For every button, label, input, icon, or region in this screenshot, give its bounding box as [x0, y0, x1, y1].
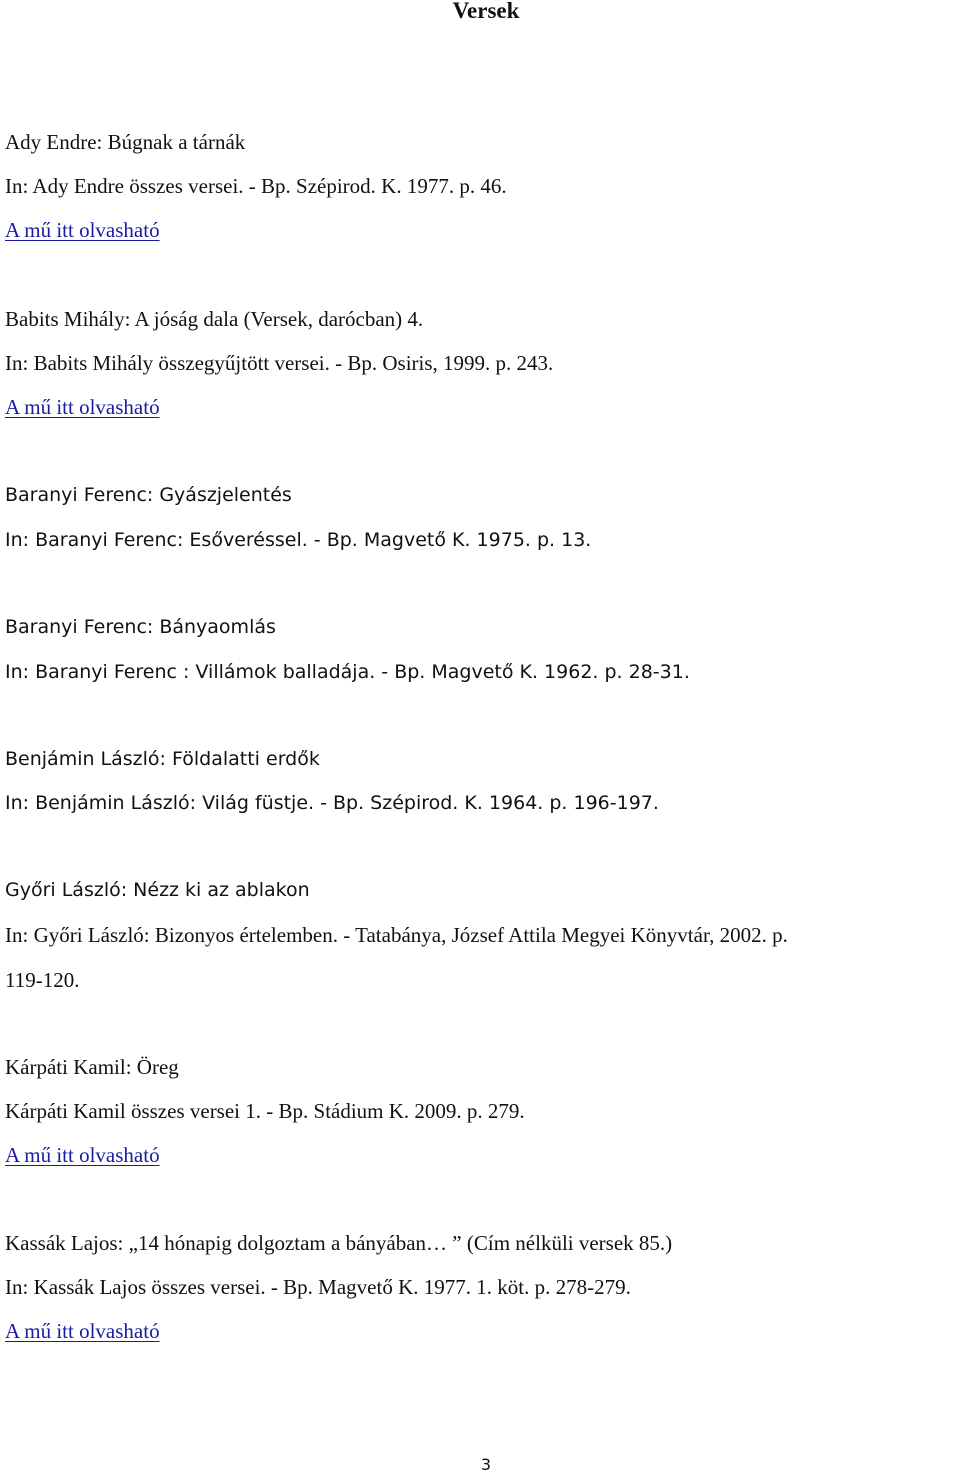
page-number: 3: [480, 1455, 492, 1474]
read-link[interactable]: A mű itt olvasható: [5, 1143, 160, 1167]
read-link[interactable]: A mű itt olvasható: [5, 395, 160, 419]
poem-title: Kassák Lajos: „14 hónapig dolgoztam a bányában… ” (Cím nélküli versek 85.): [5, 1231, 673, 1255]
source-citation: In: Győri László: Bizonyos értelemben. - Tatabánya, József Attila Megyei Könyvtár, 2002. p.: [5, 923, 788, 947]
poem-title: Baranyi Ferenc: Gyászjelentés: [5, 484, 292, 506]
page-title: Versek: [452, 0, 520, 23]
poem-title: Ady Endre: Búgnak a tárnák: [5, 130, 246, 154]
source-citation: In: Baranyi Ferenc : Villámok balladája. - Bp. Magvető K. 1962. p. 28-31.: [5, 661, 690, 683]
source-citation: In: Kassák Lajos összes versei. - Bp. Magvető K. 1977. 1. köt. p. 278-279.: [5, 1275, 631, 1299]
poem-title: Babits Mihály: A jóság dala (Versek, darócban) 4.: [5, 307, 424, 331]
source-citation: In: Babits Mihály összegyűjtött versei. - Bp. Osiris, 1999. p. 243.: [5, 351, 554, 375]
source-citation: In: Benjámin László: Világ füstje. - Bp. Szépirod. K. 1964. p. 196-197.: [5, 792, 659, 814]
source-citation: Kárpáti Kamil összes versei 1. - Bp. Stádium K. 2009. p. 279.: [5, 1099, 525, 1123]
poem-title: Benjámin László: Földalatti erdők: [5, 748, 320, 770]
poem-title: Győri László: Nézz ki az ablakon: [5, 879, 310, 901]
source-citation: In: Baranyi Ferenc: Esőveréssel. - Bp. Magvető K. 1975. p. 13.: [5, 529, 592, 551]
source-citation-continued: 119-120.: [5, 968, 80, 992]
read-link[interactable]: A mű itt olvasható: [5, 218, 160, 242]
poem-title: Kárpáti Kamil: Öreg: [5, 1055, 179, 1079]
source-citation: In: Ady Endre összes versei. - Bp. Szépirod. K. 1977. p. 46.: [5, 174, 507, 198]
read-link[interactable]: A mű itt olvasható: [5, 1319, 160, 1343]
poem-title: Baranyi Ferenc: Bányaomlás: [5, 616, 276, 638]
